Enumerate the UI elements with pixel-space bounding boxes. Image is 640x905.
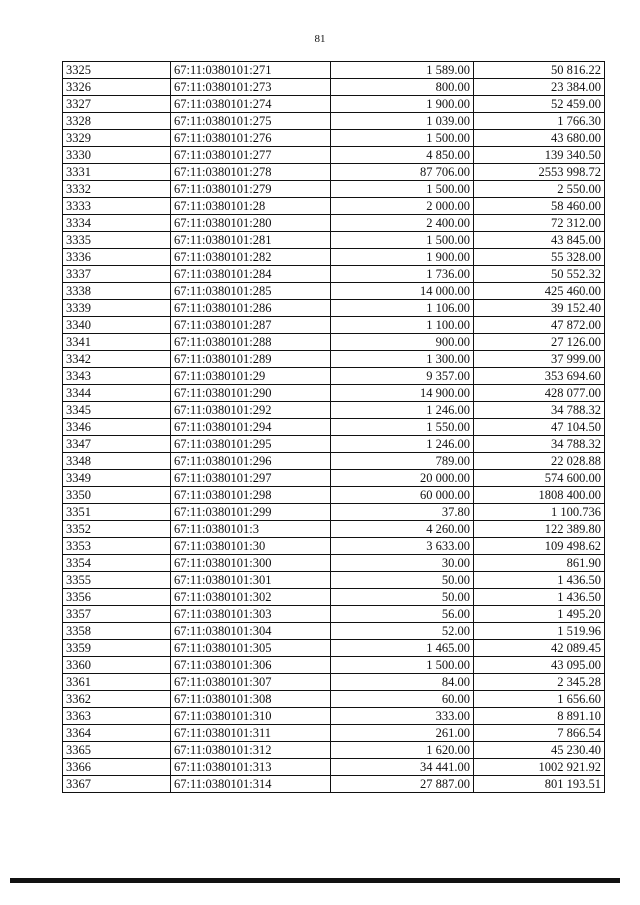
row-number-cell: 3330 [63, 147, 171, 164]
area-cell: 261.00 [331, 725, 474, 742]
row-number-cell: 3349 [63, 470, 171, 487]
table-row [63, 164, 605, 181]
cadastral-number-cell: 67:11:0380101:29 [171, 368, 331, 385]
table-row [63, 487, 605, 504]
table-row [63, 283, 605, 300]
row-number-cell: 3365 [63, 742, 171, 759]
cadastral-number-cell: 67:11:0380101:311 [171, 725, 331, 742]
area-cell: 1 500.00 [331, 232, 474, 249]
area-cell: 900.00 [331, 334, 474, 351]
area-cell: 37.80 [331, 504, 474, 521]
table-row [63, 181, 605, 198]
row-number-cell: 3338 [63, 283, 171, 300]
value-cell: 8 891.10 [474, 708, 605, 725]
row-number-cell: 3327 [63, 96, 171, 113]
cadastral-number-cell: 67:11:0380101:30 [171, 538, 331, 555]
value-cell: 574 600.00 [474, 470, 605, 487]
value-cell: 43 095.00 [474, 657, 605, 674]
area-cell: 1 039.00 [331, 113, 474, 130]
cadastral-number-cell: 67:11:0380101:284 [171, 266, 331, 283]
area-cell: 14 000.00 [331, 283, 474, 300]
cadastral-number-cell: 67:11:0380101:28 [171, 198, 331, 215]
value-cell: 861.90 [474, 555, 605, 572]
cadastral-number-cell: 67:11:0380101:289 [171, 351, 331, 368]
value-cell: 1 519.96 [474, 623, 605, 640]
page-number: 81 [314, 33, 326, 45]
value-cell: 58 460.00 [474, 198, 605, 215]
value-cell: 34 788.32 [474, 436, 605, 453]
cadastral-number-cell: 67:11:0380101:275 [171, 113, 331, 130]
row-number-cell: 3357 [63, 606, 171, 623]
cadastral-number-cell: 67:11:0380101:310 [171, 708, 331, 725]
row-number-cell: 3359 [63, 640, 171, 657]
area-cell: 20 000.00 [331, 470, 474, 487]
value-cell: 1 100.736 [474, 504, 605, 521]
value-cell: 50 816.22 [474, 62, 605, 79]
row-number-cell: 3341 [63, 334, 171, 351]
table-row [63, 436, 605, 453]
area-cell: 56.00 [331, 606, 474, 623]
row-number-cell: 3358 [63, 623, 171, 640]
area-cell: 2 400.00 [331, 215, 474, 232]
area-cell: 1 500.00 [331, 130, 474, 147]
cadastral-number-cell: 67:11:0380101:288 [171, 334, 331, 351]
value-cell: 2 550.00 [474, 181, 605, 198]
row-number-cell: 3367 [63, 776, 171, 793]
value-cell: 1 436.50 [474, 589, 605, 606]
table-row [63, 640, 605, 657]
area-cell: 1 736.00 [331, 266, 474, 283]
table-row [63, 759, 605, 776]
area-cell: 1 500.00 [331, 181, 474, 198]
row-number-cell: 3346 [63, 419, 171, 436]
value-cell: 22 028.88 [474, 453, 605, 470]
table-body [63, 62, 605, 793]
area-cell: 34 441.00 [331, 759, 474, 776]
value-cell: 7 866.54 [474, 725, 605, 742]
row-number-cell: 3362 [63, 691, 171, 708]
cadastral-number-cell: 67:11:0380101:281 [171, 232, 331, 249]
row-number-cell: 3339 [63, 300, 171, 317]
row-number-cell: 3364 [63, 725, 171, 742]
area-cell: 1 550.00 [331, 419, 474, 436]
cadastral-number-cell: 67:11:0380101:285 [171, 283, 331, 300]
value-cell: 47 104.50 [474, 419, 605, 436]
table-row [63, 334, 605, 351]
land-plot-table [62, 61, 605, 793]
cadastral-number-cell: 67:11:0380101:294 [171, 419, 331, 436]
table-row [63, 249, 605, 266]
value-cell: 139 340.50 [474, 147, 605, 164]
table-row [63, 589, 605, 606]
cadastral-number-cell: 67:11:0380101:292 [171, 402, 331, 419]
row-number-cell: 3333 [63, 198, 171, 215]
area-cell: 87 706.00 [331, 164, 474, 181]
row-number-cell: 3332 [63, 181, 171, 198]
cadastral-number-cell: 67:11:0380101:314 [171, 776, 331, 793]
value-cell: 1 495.20 [474, 606, 605, 623]
cadastral-number-cell: 67:11:0380101:305 [171, 640, 331, 657]
cadastral-number-cell: 67:11:0380101:301 [171, 572, 331, 589]
area-cell: 60.00 [331, 691, 474, 708]
table-row [63, 742, 605, 759]
area-cell: 30.00 [331, 555, 474, 572]
area-cell: 1 100.00 [331, 317, 474, 334]
row-number-cell: 3361 [63, 674, 171, 691]
value-cell: 1 766.30 [474, 113, 605, 130]
area-cell: 50.00 [331, 589, 474, 606]
row-number-cell: 3328 [63, 113, 171, 130]
cadastral-number-cell: 67:11:0380101:286 [171, 300, 331, 317]
cadastral-number-cell: 67:11:0380101:298 [171, 487, 331, 504]
area-cell: 3 633.00 [331, 538, 474, 555]
cadastral-number-cell: 67:11:0380101:313 [171, 759, 331, 776]
table-row [63, 606, 605, 623]
table-row [63, 419, 605, 436]
table-row [63, 572, 605, 589]
value-cell: 39 152.40 [474, 300, 605, 317]
cadastral-number-cell: 67:11:0380101:273 [171, 79, 331, 96]
cadastral-number-cell: 67:11:0380101:282 [171, 249, 331, 266]
footer-rule [10, 878, 620, 883]
table-row [63, 130, 605, 147]
row-number-cell: 3340 [63, 317, 171, 334]
value-cell: 55 328.00 [474, 249, 605, 266]
value-cell: 122 389.80 [474, 521, 605, 538]
area-cell: 333.00 [331, 708, 474, 725]
cadastral-number-cell: 67:11:0380101:287 [171, 317, 331, 334]
value-cell: 1 656.60 [474, 691, 605, 708]
value-cell: 1002 921.92 [474, 759, 605, 776]
row-number-cell: 3344 [63, 385, 171, 402]
row-number-cell: 3350 [63, 487, 171, 504]
value-cell: 353 694.60 [474, 368, 605, 385]
row-number-cell: 3354 [63, 555, 171, 572]
value-cell: 43 845.00 [474, 232, 605, 249]
area-cell: 14 900.00 [331, 385, 474, 402]
table-row [63, 674, 605, 691]
value-cell: 2553 998.72 [474, 164, 605, 181]
table-row [63, 351, 605, 368]
value-cell: 34 788.32 [474, 402, 605, 419]
value-cell: 1 436.50 [474, 572, 605, 589]
value-cell: 72 312.00 [474, 215, 605, 232]
table-row [63, 623, 605, 640]
area-cell: 27 887.00 [331, 776, 474, 793]
cadastral-number-cell: 67:11:0380101:302 [171, 589, 331, 606]
area-cell: 1 620.00 [331, 742, 474, 759]
table-row [63, 708, 605, 725]
area-cell: 52.00 [331, 623, 474, 640]
table-row [63, 385, 605, 402]
cadastral-number-cell: 67:11:0380101:295 [171, 436, 331, 453]
table-row [63, 555, 605, 572]
table-row [63, 521, 605, 538]
row-number-cell: 3336 [63, 249, 171, 266]
table-row [63, 368, 605, 385]
area-cell: 60 000.00 [331, 487, 474, 504]
row-number-cell: 3348 [63, 453, 171, 470]
table-row [63, 198, 605, 215]
row-number-cell: 3331 [63, 164, 171, 181]
row-number-cell: 3351 [63, 504, 171, 521]
value-cell: 37 999.00 [474, 351, 605, 368]
row-number-cell: 3329 [63, 130, 171, 147]
row-number-cell: 3347 [63, 436, 171, 453]
area-cell: 1 246.00 [331, 402, 474, 419]
cadastral-number-cell: 67:11:0380101:3 [171, 521, 331, 538]
row-number-cell: 3343 [63, 368, 171, 385]
area-cell: 2 000.00 [331, 198, 474, 215]
value-cell: 27 126.00 [474, 334, 605, 351]
cadastral-number-cell: 67:11:0380101:276 [171, 130, 331, 147]
row-number-cell: 3326 [63, 79, 171, 96]
row-number-cell: 3352 [63, 521, 171, 538]
row-number-cell: 3325 [63, 62, 171, 79]
cadastral-number-cell: 67:11:0380101:296 [171, 453, 331, 470]
value-cell: 1808 400.00 [474, 487, 605, 504]
value-cell: 2 345.28 [474, 674, 605, 691]
area-cell: 1 300.00 [331, 351, 474, 368]
value-cell: 43 680.00 [474, 130, 605, 147]
table-row [63, 317, 605, 334]
table-row [63, 113, 605, 130]
cadastral-number-cell: 67:11:0380101:312 [171, 742, 331, 759]
table-row [63, 96, 605, 113]
row-number-cell: 3355 [63, 572, 171, 589]
row-number-cell: 3334 [63, 215, 171, 232]
value-cell: 50 552.32 [474, 266, 605, 283]
cadastral-number-cell: 67:11:0380101:299 [171, 504, 331, 521]
cadastral-number-cell: 67:11:0380101:308 [171, 691, 331, 708]
cadastral-number-cell: 67:11:0380101:300 [171, 555, 331, 572]
cadastral-number-cell: 67:11:0380101:274 [171, 96, 331, 113]
area-cell: 1 589.00 [331, 62, 474, 79]
row-number-cell: 3342 [63, 351, 171, 368]
table-row [63, 232, 605, 249]
row-number-cell: 3337 [63, 266, 171, 283]
area-cell: 50.00 [331, 572, 474, 589]
table-row [63, 504, 605, 521]
value-cell: 23 384.00 [474, 79, 605, 96]
row-number-cell: 3335 [63, 232, 171, 249]
area-cell: 1 106.00 [331, 300, 474, 317]
area-cell: 9 357.00 [331, 368, 474, 385]
row-number-cell: 3356 [63, 589, 171, 606]
area-cell: 4 850.00 [331, 147, 474, 164]
table-row [63, 300, 605, 317]
table-row [63, 215, 605, 232]
value-cell: 109 498.62 [474, 538, 605, 555]
value-cell: 428 077.00 [474, 385, 605, 402]
value-cell: 45 230.40 [474, 742, 605, 759]
table-row [63, 691, 605, 708]
cadastral-number-cell: 67:11:0380101:297 [171, 470, 331, 487]
value-cell: 42 089.45 [474, 640, 605, 657]
table-row [63, 147, 605, 164]
value-cell: 47 872.00 [474, 317, 605, 334]
area-cell: 1 500.00 [331, 657, 474, 674]
row-number-cell: 3366 [63, 759, 171, 776]
table-row [63, 402, 605, 419]
cadastral-number-cell: 67:11:0380101:290 [171, 385, 331, 402]
table-row [63, 79, 605, 96]
table-row [63, 776, 605, 793]
cadastral-number-cell: 67:11:0380101:306 [171, 657, 331, 674]
row-number-cell: 3345 [63, 402, 171, 419]
table-row [63, 470, 605, 487]
cadastral-number-cell: 67:11:0380101:278 [171, 164, 331, 181]
cadastral-number-cell: 67:11:0380101:307 [171, 674, 331, 691]
area-cell: 800.00 [331, 79, 474, 96]
table-row [63, 538, 605, 555]
area-cell: 1 900.00 [331, 249, 474, 266]
cadastral-number-cell: 67:11:0380101:277 [171, 147, 331, 164]
cadastral-number-cell: 67:11:0380101:279 [171, 181, 331, 198]
value-cell: 801 193.51 [474, 776, 605, 793]
table-row [63, 266, 605, 283]
row-number-cell: 3363 [63, 708, 171, 725]
cadastral-number-cell: 67:11:0380101:271 [171, 62, 331, 79]
area-cell: 789.00 [331, 453, 474, 470]
value-cell: 52 459.00 [474, 96, 605, 113]
cadastral-number-cell: 67:11:0380101:304 [171, 623, 331, 640]
row-number-cell: 3360 [63, 657, 171, 674]
table-row [63, 453, 605, 470]
value-cell: 425 460.00 [474, 283, 605, 300]
area-cell: 1 246.00 [331, 436, 474, 453]
table-row [63, 725, 605, 742]
area-cell: 1 465.00 [331, 640, 474, 657]
area-cell: 84.00 [331, 674, 474, 691]
cadastral-number-cell: 67:11:0380101:303 [171, 606, 331, 623]
cadastral-number-cell: 67:11:0380101:280 [171, 215, 331, 232]
area-cell: 1 900.00 [331, 96, 474, 113]
area-cell: 4 260.00 [331, 521, 474, 538]
table-row [63, 62, 605, 79]
row-number-cell: 3353 [63, 538, 171, 555]
table-row [63, 657, 605, 674]
